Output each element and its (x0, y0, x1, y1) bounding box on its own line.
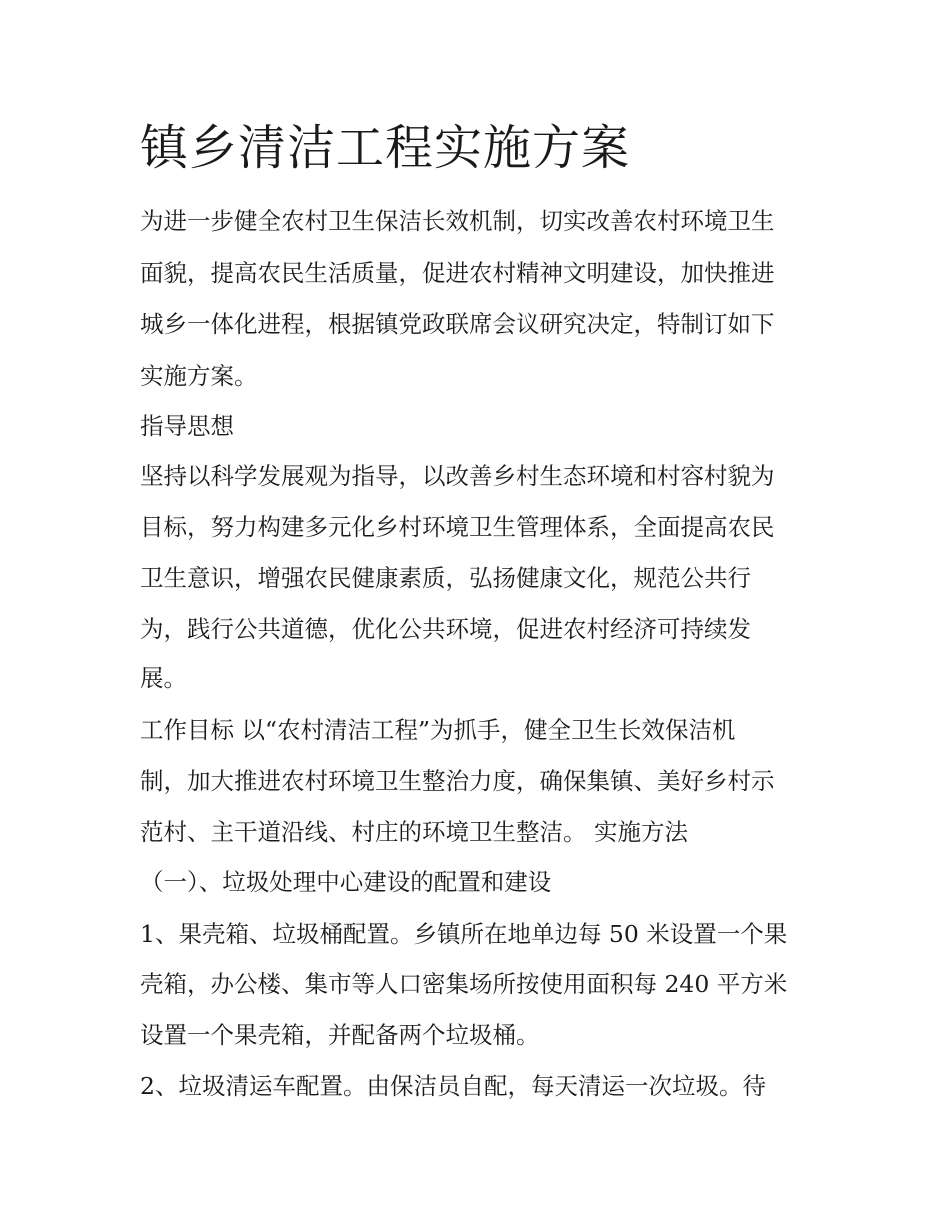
subsection-heading: （一）、垃圾处理中心建设的配置和建设 (140, 868, 552, 896)
paragraph-line: 壳箱，办公楼、集市等人口密集场所按使用面积每 240 平方米 (140, 970, 788, 998)
paragraph-line: 制，加大推进农村环境卫生整治力度，确保集镇、美好乡村示 (140, 767, 775, 795)
paragraph-line: 展。 (140, 664, 187, 692)
paragraph-line: 工作目标 以“农村清洁工程”为抓手，健全卫生长效保洁机 (140, 716, 736, 744)
paragraph-line: 为，践行公共道德，优化公共环境，促进农村经济可持续发 (140, 615, 751, 643)
paragraph-line: 范村、主干道沿线、村庄的环境卫生整洁。 实施方法 (140, 818, 688, 846)
paragraph-line: 城乡一体化进程，根据镇党政联席会议研究决定，特制订如下 (140, 310, 775, 338)
paragraph-line: 卫生意识，增强农民健康素质，弘扬健康文化，规范公共行 (140, 564, 751, 592)
paragraph-line: 设置一个果壳箱，并配备两个垃圾桶。 (140, 1021, 540, 1049)
paragraph-line: 目标，努力构建多元化乡村环境卫生管理体系，全面提高农民 (140, 513, 775, 541)
section-heading: 指导思想 (140, 412, 234, 440)
paragraph-line: 实施方案。 (140, 362, 258, 390)
paragraph-line: 坚持以科学发展观为指导，以改善乡村生态环境和村容村貌为 (140, 462, 775, 490)
paragraph-line: 为进一步健全农村卫生保洁长效机制，切实改善农村环境卫生 (140, 207, 775, 235)
document-title: 镇乡清洁工程实施方案 (140, 120, 631, 176)
paragraph-line: 面貌，提高农民生活质量，促进农村精神文明建设，加快推进 (140, 259, 775, 287)
list-item: 2、垃圾清运车配置。由保洁员自配，每天清运一次垃圾。待 (140, 1072, 766, 1100)
list-item: 1、果壳箱、垃圾桶配置。乡镇所在地单边每 50 米设置一个果 (140, 920, 788, 948)
